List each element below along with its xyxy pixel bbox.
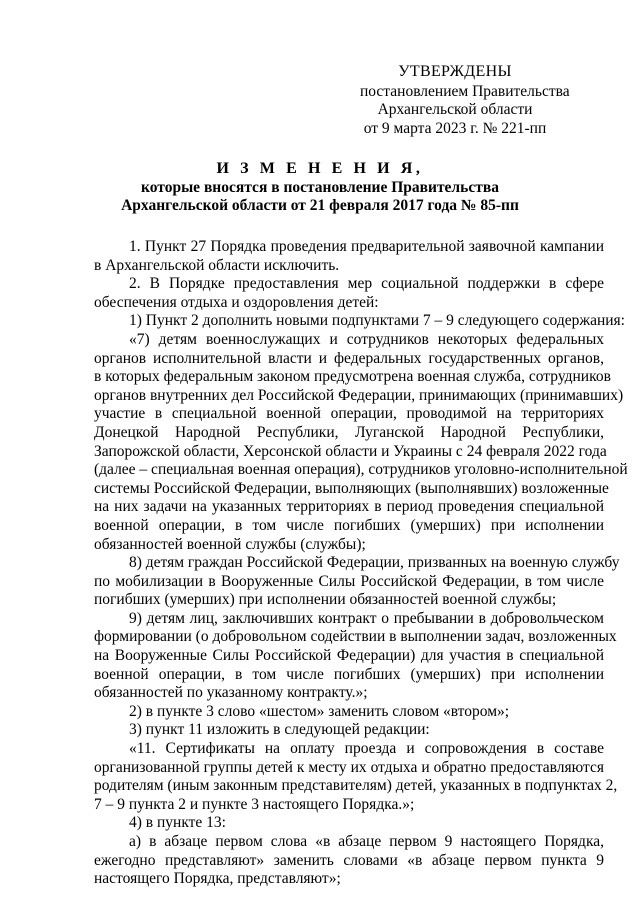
text-line: обеспечения отдыха и оздоровления детей: bbox=[94, 293, 379, 311]
text-line: обязанностей военной службы (службы); bbox=[94, 535, 366, 553]
text-line: «11. Сертификаты на оплату проезда и сопровождения в составе bbox=[129, 740, 604, 758]
text-line: настоящего Порядка, представляют»; bbox=[94, 870, 341, 888]
text-line: 1) Пункт 2 дополнить новыми подпунктами 7 – 9 следующего содержания: bbox=[129, 312, 625, 330]
text-line: «7) детям военнослужащих и сотрудников некоторых федеральных bbox=[129, 330, 604, 348]
text-line: военной операции, в том числе погибших (умерших) при исполнении bbox=[94, 516, 604, 534]
text-line: на Вооруженные Силы Российской Федерации) для участия в специальной bbox=[94, 647, 604, 665]
text-line: в Архангельской области исключить. bbox=[94, 256, 340, 274]
text-line: участие в специальной военной операции, проводимой на территориях bbox=[94, 405, 604, 423]
document-body bbox=[94, 238, 628, 889]
text-line: ежегодно представляют» заменить словами «в абзаце первом пункта 9 bbox=[94, 851, 604, 869]
document-title bbox=[80, 160, 560, 216]
text-line: родителям (иным законным представителям) детей, указанных в подпунктах 2, bbox=[94, 777, 618, 795]
text-line: 1. Пункт 27 Порядка проведения предварительной заявочной кампании bbox=[129, 238, 604, 255]
approval-heading: УТВЕРЖДЕНЫ bbox=[398, 63, 512, 80]
text-line: Донецкой Народной Республики, Луганской Народной Республики, bbox=[94, 423, 604, 441]
approval-line-1: постановлением Правительства bbox=[360, 82, 570, 100]
text-line: по мобилизации в Вооруженные Силы Российской Федерации, в том числе bbox=[94, 572, 604, 590]
text-line: Запорожской области, Херсонской области и Украины с 24 февраля 2022 года bbox=[94, 442, 607, 460]
approval-block bbox=[360, 63, 570, 138]
text-line: 9) детям лиц, заключивших контракт о пребывании в добровольческом bbox=[129, 609, 604, 627]
text-line: 7 – 9 пункта 2 и пункте 3 настоящего Порядка.»; bbox=[94, 795, 415, 813]
text-line: формировании (о добровольном содействии в выполнении задач, возложенных bbox=[94, 628, 617, 646]
text-line: в которых федеральным законом предусмотрена военная служба, сотрудников bbox=[94, 368, 611, 386]
approval-line-2: Архангельской области bbox=[377, 101, 533, 119]
approval-line-3: от 9 марта 2023 г. № 221-пп bbox=[363, 119, 547, 137]
text-line: 3) пункт 11 изложить в следующей редакции: bbox=[129, 721, 430, 739]
text-line: 8) детям граждан Российской Федерации, призванных на военную службу bbox=[129, 554, 620, 572]
text-line: 4) в пункте 13: bbox=[129, 814, 226, 832]
text-line: обязанностей по указанному контракту.»; bbox=[94, 684, 368, 702]
title-line-2: Архангельской области от 21 февраля 2017 года № 85-пп bbox=[121, 197, 519, 215]
title-heading: И З М Е Н Е Н И Я, bbox=[216, 160, 424, 177]
text-line: органов внутренних дел Российской Федерации, принимающих (принимавших) bbox=[94, 386, 624, 404]
text-line: а) в абзаце первом слова «в абзаце первом 9 настоящего Порядка, bbox=[129, 833, 604, 850]
text-line: организованной группы детей к месту их отдыха и обратно предоставляются bbox=[94, 758, 604, 776]
text-line: на них задачи на указанных территориях в период проведения специальной bbox=[94, 498, 604, 516]
text-line: погибших (умерших) при исполнении обязанностей военной службы; bbox=[94, 591, 557, 609]
text-line: органов исполнительной власти и федеральных государственных органов, bbox=[94, 349, 604, 367]
title-line-1: которые вносятся в постановление Правительства bbox=[141, 178, 499, 196]
text-line: (далее – специальная военная операция), сотрудников уголовно-исполнительной bbox=[94, 461, 628, 479]
text-line: 2) в пункте 3 слово «шестом» заменить словом «втором»; bbox=[129, 702, 510, 720]
text-line: системы Российской Федерации, выполняющих (выполнявших) возложенные bbox=[94, 479, 609, 497]
text-line: военной операции, в том числе погибших (умерших) при исполнении bbox=[94, 665, 604, 683]
text-line: 2. В Порядке предоставления мер социальной поддержки в сфере bbox=[129, 275, 604, 293]
